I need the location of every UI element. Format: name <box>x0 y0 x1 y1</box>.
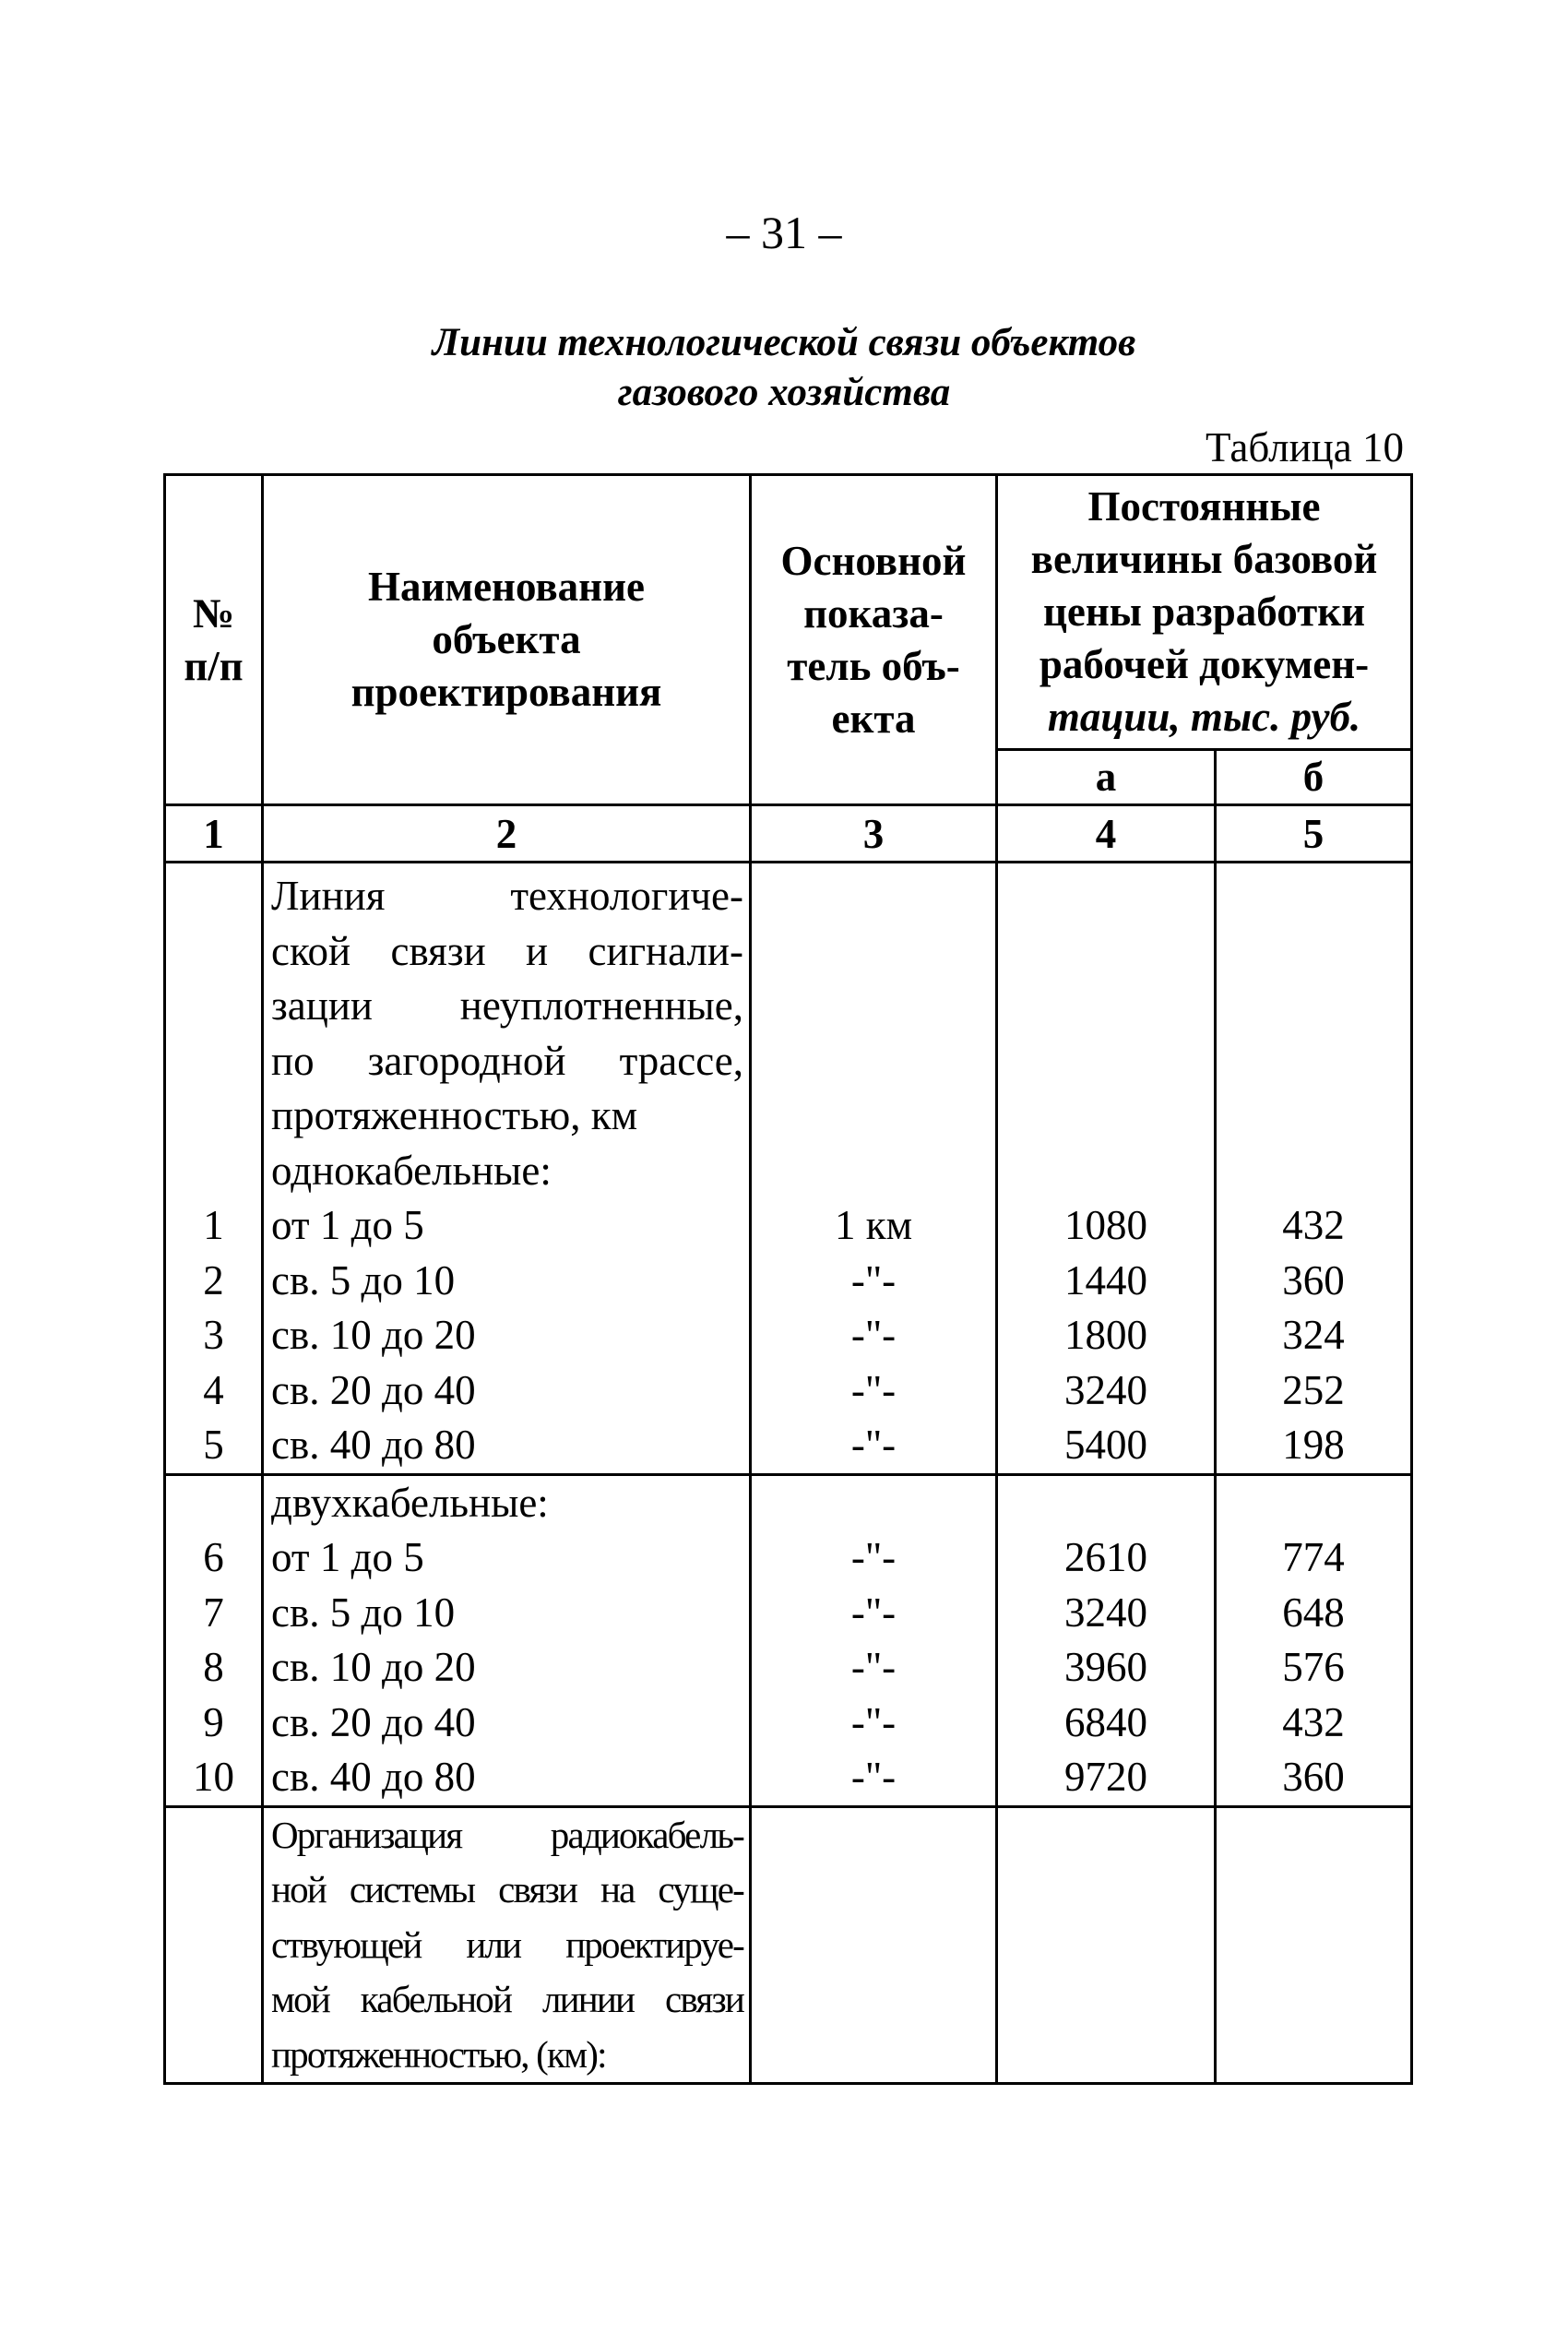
units <box>751 863 997 1475</box>
row-number: 4 <box>203 1366 224 1413</box>
group-intro-line: зации неуплотненные, <box>271 982 743 1029</box>
object-name: св. 20 до 40 <box>271 1698 476 1745</box>
row-number: 3 <box>203 1312 224 1358</box>
object-name: от 1 до 5 <box>271 1202 424 1248</box>
value-a: 5400 <box>1064 1422 1147 1468</box>
table-title <box>0 318 1568 418</box>
object-name: св. 5 до 10 <box>271 1256 456 1303</box>
column-number: 4 <box>997 805 1216 863</box>
unit-value: -"- <box>850 1422 897 1468</box>
group-single-cable <box>165 863 1412 1475</box>
subheader-a: а <box>997 750 1216 805</box>
row-number: 1 <box>203 1202 224 1248</box>
units <box>751 1474 997 1806</box>
group-intro-line: ствующей или проектируе- <box>271 1922 743 1966</box>
object-name: св. 40 до 80 <box>271 1754 476 1800</box>
column-number: 2 <box>263 805 751 863</box>
object-names <box>263 1806 751 2084</box>
value-b: 432 <box>1282 1698 1345 1745</box>
row-number: 5 <box>203 1422 224 1468</box>
table-label: Таблица 10 <box>1206 424 1404 470</box>
row-numbers <box>165 863 263 1475</box>
title-line-1: Линии технологической связи объектов <box>432 321 1136 364</box>
unit-value: -"- <box>850 1534 897 1580</box>
empty-cell <box>997 1806 1216 2084</box>
group-subheading: однокабельные: <box>271 1147 552 1194</box>
value-a: 1440 <box>1064 1256 1147 1303</box>
value-b: 360 <box>1282 1754 1345 1800</box>
unit-value: 1 км <box>834 1202 913 1248</box>
row-number: 9 <box>203 1698 224 1745</box>
unit-value: -"- <box>850 1589 897 1636</box>
row-number: 6 <box>203 1534 224 1580</box>
value-b: 774 <box>1282 1534 1345 1580</box>
group-intro-line: протяженностью, (км): <box>271 2032 606 2076</box>
column-number: 1 <box>165 805 263 863</box>
object-name: от 1 до 5 <box>271 1534 424 1580</box>
values-b <box>1216 863 1412 1475</box>
group-double-cable <box>165 1474 1412 1806</box>
object-names <box>263 863 751 1475</box>
unit-value: -"- <box>850 1754 897 1800</box>
object-name: св. 5 до 10 <box>271 1589 456 1636</box>
unit-value: -"- <box>850 1366 897 1413</box>
group-intro-line: ской связи и сигнали- <box>271 927 743 974</box>
value-b: 648 <box>1282 1589 1345 1636</box>
subheader-b: б <box>1216 750 1412 805</box>
value-b: 198 <box>1282 1422 1345 1468</box>
row-number: 7 <box>203 1589 224 1636</box>
group-intro-line: протяженностью, км <box>271 1092 638 1138</box>
empty-cell <box>751 1806 997 2084</box>
value-a: 9720 <box>1064 1754 1147 1800</box>
value-a: 3960 <box>1064 1644 1147 1690</box>
value-a: 1800 <box>1064 1312 1147 1358</box>
column-number: 3 <box>751 805 997 863</box>
unit-value: -"- <box>850 1256 897 1303</box>
object-name: св. 20 до 40 <box>271 1366 476 1413</box>
header-base-price: Постоянные величины базовой цены разработки рабочей докумен- тации, тыс. руб. <box>997 475 1412 750</box>
values-b <box>1216 1474 1412 1806</box>
header-number: № п/п <box>165 475 263 805</box>
value-b: 252 <box>1282 1366 1345 1413</box>
column-number-row <box>165 805 1412 863</box>
value-a: 1080 <box>1064 1202 1147 1248</box>
empty-cell <box>1216 1806 1412 2084</box>
header-main-indicator: Основной показа- тель объ- екта <box>751 475 997 805</box>
object-names <box>263 1474 751 1806</box>
object-name: св. 40 до 80 <box>271 1422 476 1468</box>
row-number: 2 <box>203 1256 224 1303</box>
group-intro-line: по загородной трассе, <box>271 1037 743 1084</box>
values-a <box>997 1474 1216 1806</box>
group-intro-line: Организация радиокабель- <box>271 1813 743 1856</box>
header-row <box>165 475 1412 750</box>
header-object-name: Наименование объекта проектирования <box>263 475 751 805</box>
group-subheading: двухкабельные: <box>271 1479 549 1526</box>
values-a <box>997 863 1216 1475</box>
row-number: 10 <box>193 1754 234 1800</box>
value-b: 324 <box>1282 1312 1345 1358</box>
row-number: 8 <box>203 1644 224 1690</box>
unit-value: -"- <box>850 1698 897 1745</box>
group-intro-line: мой кабельной линии связи <box>271 1978 743 2020</box>
value-a: 2610 <box>1064 1534 1147 1580</box>
value-b: 360 <box>1282 1256 1345 1303</box>
group-intro-line: Линия технологиче- <box>271 873 743 919</box>
object-name: св. 10 до 20 <box>271 1312 476 1358</box>
empty-cell <box>165 1806 263 2084</box>
title-line-2: газового хозяйства <box>617 371 951 414</box>
value-a: 3240 <box>1064 1366 1147 1413</box>
value-b: 432 <box>1282 1202 1345 1248</box>
page-number: – 31 – <box>726 207 842 258</box>
value-a: 3240 <box>1064 1589 1147 1636</box>
value-a: 6840 <box>1064 1698 1147 1745</box>
value-b: 576 <box>1282 1644 1345 1690</box>
data-table <box>163 473 1413 2085</box>
group-intro-line: ной системы связи на суще- <box>271 1868 743 1910</box>
object-name: св. 10 до 20 <box>271 1644 476 1690</box>
unit-value: -"- <box>850 1312 897 1358</box>
row-numbers <box>165 1474 263 1806</box>
unit-value: -"- <box>850 1644 897 1690</box>
column-number: 5 <box>1216 805 1412 863</box>
group-radio-cable <box>165 1806 1412 2084</box>
